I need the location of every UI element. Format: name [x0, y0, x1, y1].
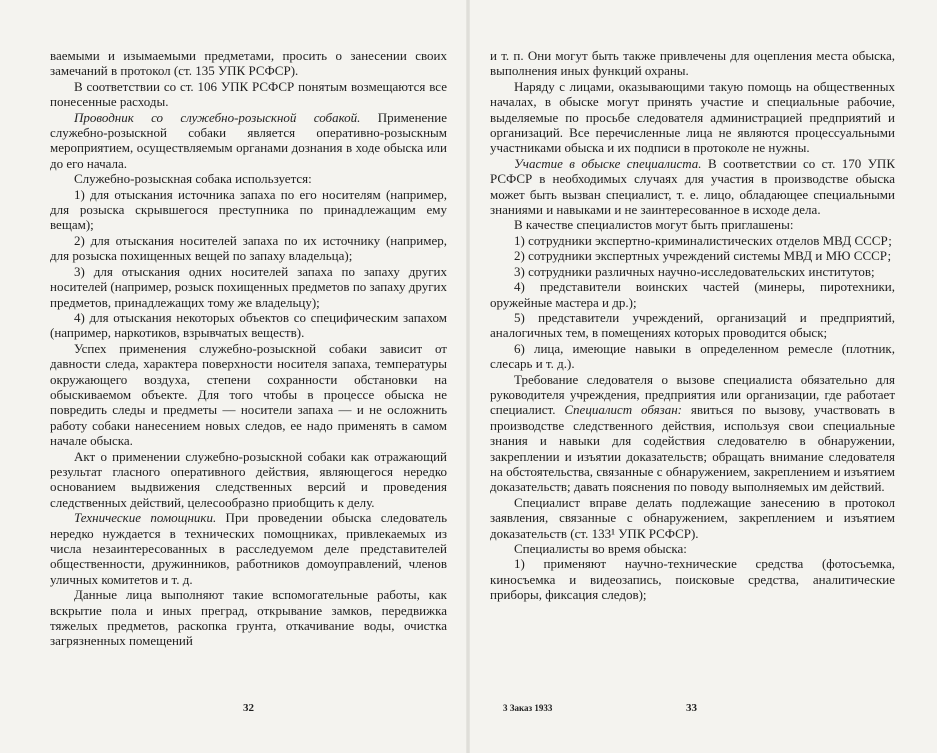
- left-paragraph-4: Служебно-розыскная собака используется:: [74, 171, 312, 187]
- left-paragraph-10: Акт о применении служебно-розыскной собаки как отражающий результат гласного оперативного действия, являющегося нередко основанием выдвижения следственных версий и проведения следственных действий, целесообразно приобщить к делу.: [50, 448, 447, 510]
- right-paragraph-13: Специалисты во время обыска:: [514, 541, 687, 556]
- left-page-number: 32: [243, 702, 254, 714]
- left-paragraph-12: Данные лица выполняют такие вспомогательные работы, как вскрытие пола и иных преград, открывание замков, передвижка тяжелых предметов, раскопка грунта, откачивание воды, очистка загрязненных помещений: [50, 587, 447, 649]
- left-page: [0, 0, 468, 753]
- right-paragraph-2: Наряду с лицами, оказывающими такую помощь на общественных началах, в обыске могут принять участие и специальные рабочие, выделяемые по просьбе следователя администрацией предприятий и организаций. Все перечисленные лица не являются процессуальными участниками обыска и их подписи в протоколе не нужны.: [490, 78, 895, 156]
- left-paragraph-2: В соответствии со ст. 106 УПК РСФСР понятым возмещаются все понесенные расходы.: [50, 78, 447, 110]
- right-page-text: [490, 48, 895, 603]
- right-paragraph-7: 3) сотрудники различных научно-исследовательских институтов;: [514, 263, 875, 279]
- right-page-number: 33: [686, 702, 697, 714]
- right-paragraph-12: Специалист вправе делать подлежащие занесению в протокол заявления, связанные с обнаружением, закреплением и изъятием доказательств (ст. 133¹ УПК РСФСР).: [490, 494, 895, 541]
- right-paragraph-4: В качестве специалистов могут быть приглашены:: [514, 217, 794, 233]
- left-paragraph-3: Проводник со служебно-розыскной собакой. Применение служебно-розыскной собаки является оперативно-розыскным мероприятием, осуществляемым органами дознания в ходе обыска или до его начала.: [50, 109, 447, 171]
- left-paragraph-8: 4) для отыскания некоторых объектов со специфическим запахом (например, наркотиков, взрывчатых веществ).: [50, 309, 447, 341]
- left-paragraph-7: 3) для отыскания одних носителей запаха по запаху других носителей (например, розыск похищенных предметов по запаху других предметов, принадлежащих тому же владельцу);: [50, 263, 447, 310]
- left-page-text: [50, 48, 447, 649]
- printer-signature-mark: 3 Заказ 1933: [503, 703, 553, 713]
- left-paragraph-1: ваемыми и изымаемыми предметами, просить о занесении своих замечаний в протокол (ст. 135 УПК РСФСР).: [50, 48, 447, 79]
- left-paragraph-5: 1) для отыскания источника запаха по его носителям (например, для розыска скрывшегося преступника по принадлежащим ему вещам);: [50, 186, 447, 233]
- right-paragraph-5: 1) сотрудники экспертно-криминалистических отделов МВД СССР;: [514, 232, 892, 248]
- right-paragraph-8: 4) представители воинских частей (минеры, пиротехники, оружейные мастера и др.);: [490, 279, 895, 310]
- right-page: [468, 0, 937, 753]
- right-paragraph-10: 6) лица, имеющие навыки в определенном ремесле (плотник, слесарь и т. д.).: [490, 340, 895, 372]
- right-paragraph-9: 5) представители учреждений, организаций и предприятий, аналогичных тем, в помещениях которых проводится обыск;: [490, 309, 895, 341]
- left-paragraph-11: Технические помощники. При проведении обыска следователь нередко нуждается в технических помощниках, привлекаемых из числа незаинтересованных в расследуемом деле представителей общественности, дружинников, работников домоуправлений, членов уличных комитетов и т. д.: [50, 510, 447, 587]
- left-paragraph-6: 2) для отыскания носителей запаха по их источнику (например, для розыска похищенных вещей по запаху владельца);: [50, 232, 447, 264]
- right-paragraph-14: 1) применяют научно-технические средства (фотосъемка, киносъемка и видеозапись, поисковые средства, аналитические приборы, фиксация следов);: [490, 556, 895, 603]
- right-paragraph-6: 2) сотрудники экспертных учреждений системы МВД и МЮ СССР;: [514, 248, 892, 264]
- right-paragraph-1: и т. п. Они могут быть также привлечены для оцепления места обыска, выполнения иных функций охраны.: [490, 48, 895, 79]
- right-paragraph-11: Требование следователя о вызове специалиста обязательно для руководителя учреждения, предприятия или организации, где работает специалист. Специалист обязан: явиться по вызову, участвовать в производстве следственного действия, используя свои специальные знания и навыки для содействия следователю в обнаружении, закреплении и изъятии доказательств; обращать внимание следователя на обстоятельства, связанные с обнаружением, закреплением и изъятием доказательств; давать пояснения по поводу выполняемых им действий.: [490, 371, 895, 495]
- left-paragraph-9: Успех применения служебно-розыскной собаки зависит от давности следа, характера поверхности носителя запаха, температуры окружающего воздуха, степени сохранности обстановки на обыскиваемом объекте. Для того чтобы в процессе обыска не повредить следы и предметы — носители запаха — и не осложнить работу собаки нанесением новых следов, ее надо применять в самом начале обыска.: [50, 340, 447, 449]
- right-paragraph-3: Участие в обыске специалиста. В соответствии со ст. 170 УПК РСФСР в необходимых случаях для участия в производстве обыска может быть вызван специалист, т. е. лицо, обладающее специальными знаниями и навыками и не заинтересованное в исходе дела.: [490, 155, 895, 218]
